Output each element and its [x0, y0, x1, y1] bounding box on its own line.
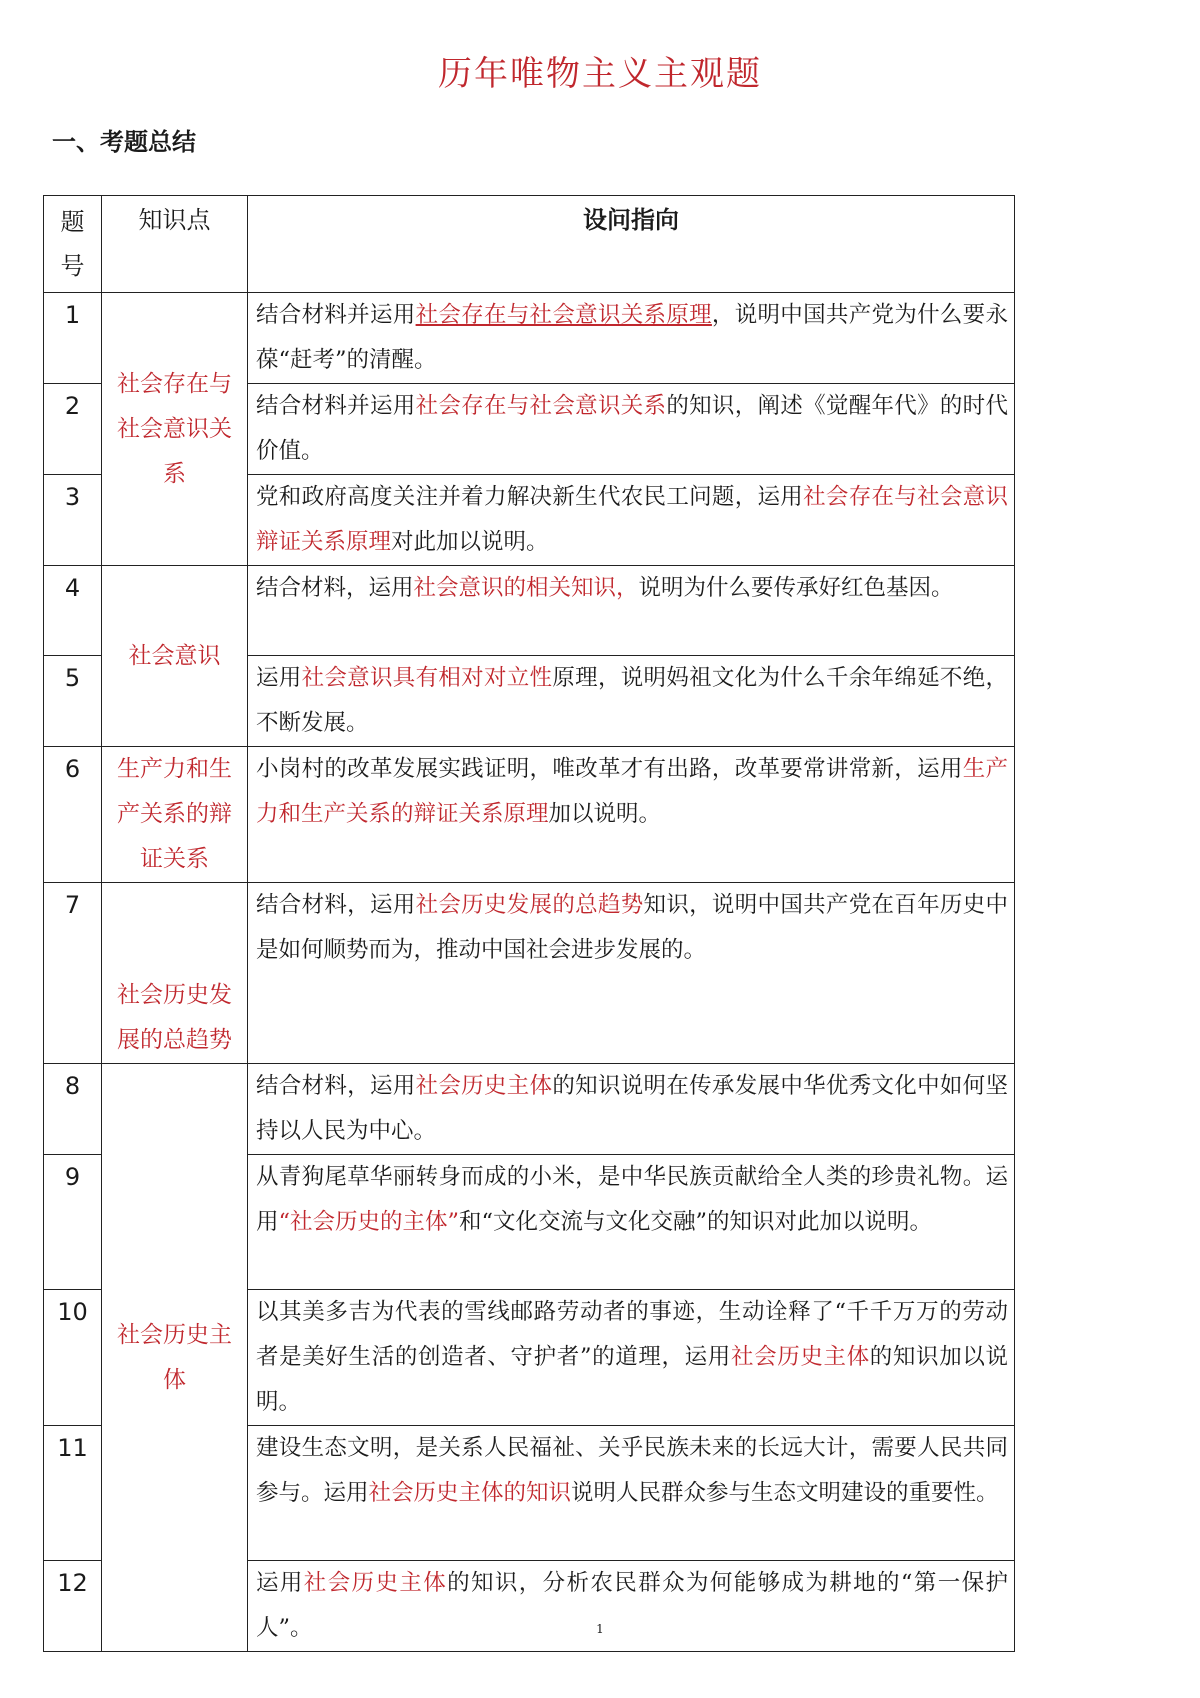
knowledge-point-label: 社会历史发展的总趋势	[117, 982, 232, 1053]
table-row	[44, 883, 1015, 1064]
header-knowledge-point: 知识点	[102, 196, 248, 293]
question-number: 11	[44, 1426, 102, 1561]
question-text	[248, 747, 1015, 883]
knowledge-point-cell	[102, 747, 248, 883]
knowledge-point-cell	[102, 566, 248, 747]
table-row	[44, 293, 1015, 384]
highlighted-term: 生产力和生产关系的辩证关系原理	[256, 756, 1008, 827]
knowledge-point-cell	[102, 293, 248, 566]
question-segment: 结合材料，运用	[256, 1073, 416, 1099]
question-segment: 说明人民群众参与生态文明建设的重要性。	[571, 1480, 999, 1506]
question-segment: 小岗村的改革发展实践证明，唯改革才有出路，改革要常讲常新，运用	[256, 756, 963, 782]
section-heading: 一、考题总结	[52, 128, 196, 156]
question-number: 1	[44, 293, 102, 384]
question-text	[248, 1064, 1015, 1155]
question-segment: 的知识，阐述《觉醒年代》的时代价值。	[256, 393, 1008, 464]
question-text	[248, 1155, 1015, 1290]
question-number: 8	[44, 1064, 102, 1155]
question-number: 5	[44, 656, 102, 747]
table-row	[44, 1064, 1015, 1155]
question-text	[248, 883, 1015, 1064]
table-row	[44, 566, 1015, 656]
question-number: 4	[44, 566, 102, 656]
question-segment: 从青狗尾草华丽转身而成的小米，是中华民族贡献给全人类的珍贵礼物。运用	[256, 1164, 1008, 1235]
question-segment: 的知识，分析农民群众为何能够成为耕地的“第一保护人”。	[256, 1570, 1008, 1641]
question-text	[248, 293, 1015, 384]
highlighted-term: 社会意识的相关知识，	[413, 575, 639, 601]
question-text	[248, 656, 1015, 747]
question-text	[248, 384, 1015, 475]
highlighted-term: 社会历史主体	[303, 1570, 448, 1596]
summary-table	[43, 195, 1015, 1652]
knowledge-point-label: 社会意识	[128, 642, 221, 669]
question-segment: 党和政府高度关注并着力解决新生代农民工问题，运用	[256, 484, 804, 510]
question-segment: 建设生态文明，是关系人民福祉、关乎民族未来的长远大计，需要人民共同参与。运用	[256, 1435, 1008, 1506]
knowledge-point-label: 社会存在与社会意识关系	[117, 370, 232, 487]
question-text	[248, 475, 1015, 566]
question-number: 2	[44, 384, 102, 475]
knowledge-point-cell	[102, 1064, 248, 1652]
question-text	[248, 566, 1015, 656]
knowledge-point-label: 社会历史主体	[117, 1321, 232, 1393]
question-segment: 说明为什么要传承好红色基因。	[638, 575, 954, 601]
table-header-row	[44, 196, 1015, 293]
question-number: 7	[44, 883, 102, 1064]
question-number: 9	[44, 1155, 102, 1290]
question-number: 10	[44, 1290, 102, 1426]
page-number: 1	[596, 1622, 604, 1636]
question-segment: 结合材料并运用	[256, 302, 416, 328]
question-segment: 结合材料，运用	[256, 892, 416, 918]
question-segment: 对此加以说明。	[391, 529, 549, 555]
highlighted-term: 社会历史发展的总趋势	[415, 892, 644, 918]
question-segment: 的知识加以说明。	[256, 1344, 1008, 1415]
highlighted-term: 社会历史主体	[730, 1344, 870, 1370]
question-number: 12	[44, 1561, 102, 1652]
question-segment: 运用	[256, 665, 302, 691]
question-segment: 以其美多吉为代表的雪线邮路劳动者的事迹，生动诠释了“千千万万的劳动者是美好生活的创造者、守护者”的道理，运用	[256, 1299, 1008, 1370]
question-segment: ，说明中国共产党为什么要永葆“赶考”的清醒。	[256, 302, 1008, 373]
document-title: 历年唯物主义主观题	[438, 54, 762, 94]
question-text	[248, 1290, 1015, 1426]
table-row	[44, 747, 1015, 883]
question-segment: 和“文化交流与文化交融”的知识对此加以说明。	[459, 1209, 933, 1235]
question-segment: 结合材料，运用	[256, 575, 414, 601]
highlighted-term: 社会存在与社会意识关系	[415, 393, 667, 419]
question-number: 3	[44, 475, 102, 566]
question-segment: 运用	[256, 1570, 304, 1596]
knowledge-point-label: 生产力和生产关系的辩证关系	[117, 756, 232, 872]
highlighted-term: 社会存在与社会意识辩证关系原理	[256, 484, 1008, 555]
highlighted-term: 社会历史主体	[415, 1073, 553, 1099]
header-question-number: 题号	[44, 196, 102, 293]
highlighted-term: “社会历史的主体”	[278, 1209, 460, 1235]
question-segment: 加以说明。	[548, 801, 662, 827]
question-number: 6	[44, 747, 102, 883]
question-segment: 结合材料并运用	[256, 393, 416, 419]
question-segment: 原理，说明妈祖文化为什么千余年绵延不绝，不断发展。	[256, 665, 1008, 736]
highlighted-term: 社会存在与社会意识关系原理	[415, 302, 712, 328]
highlighted-term: 社会意识具有相对对立性	[301, 665, 553, 691]
question-text	[248, 1561, 1015, 1652]
question-segment: 的知识说明在传承发展中华优秀文化中如何坚持以人民为中心。	[256, 1073, 1008, 1144]
knowledge-point-cell	[102, 883, 248, 1064]
header-question-direction: 设问指向	[248, 196, 1015, 293]
question-text	[248, 1426, 1015, 1561]
question-segment: 知识，说明中国共产党在百年历史中是如何顺势而为，推动中国社会进步发展的。	[256, 892, 1008, 963]
highlighted-term: 社会历史主体的知识	[368, 1480, 572, 1506]
